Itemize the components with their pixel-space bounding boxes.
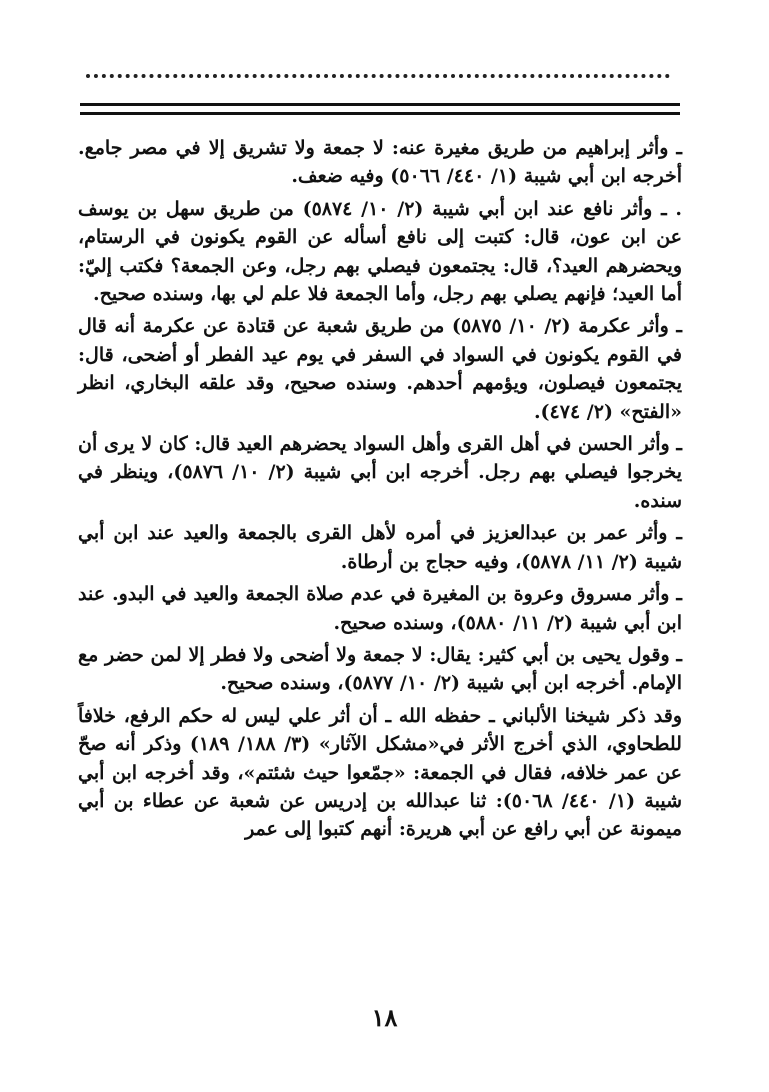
paragraph-athar-ibrahim: ـ وأثر إبراهيم من طريق مغيرة عنه: لا جمعة ولا تشريق إلا في مصر جامع. أخرجه ابن أبي شيبة (١/ ٤٤٠/ ٥٠٦٦) وفيه ضعف. (78, 137, 682, 188)
paragraph-athar-ikrimah: ـ وأثر عكرمة (٢/ ١٠/ ٥٨٧٥) من طريق شعبة عن قتادة عن عكرمة أنه قال في القوم يكونون في السواد في السفر في يوم عيد الفطر أو أضحى، قال: يجتمعون فيصلون، ويؤمهم أحدهم. وسنده صحيح، وقد علقه البخاري، انظر «الفتح» (٢/ ٤٧٤). (78, 315, 682, 423)
page-body-text (78, 134, 682, 844)
paragraph-athar-hasan: ـ وأثر الحسن في أهل القرى وأهل السواد يحضرهم العيد قال: كان لا يرى أن يخرجوا فيصلي بهم رجل. أخرجه ابن أبي شيبة (٢/ ١٠/ ٥٨٧٦)، وينظر في سنده. (78, 433, 682, 512)
header-rule-top (80, 103, 680, 106)
paragraph-qawl-yahya: ـ وقول يحيى بن أبي كثير: يقال: لا جمعة ولا أضحى ولا فطر إلا لمن حضر مع الإمام. أخرجه ابن أبي شيبة (٢/ ١٠/ ٥٨٧٧)، وسنده صحيح. (78, 643, 682, 695)
header-dotted-rule (86, 74, 670, 78)
paragraph-athar-masruq: ـ وأثر مسروق وعروة بن المغيرة في عدم صلاة الجمعة والعيد في البدو. عند ابن أبي شيبة (٢/ ١١/ ٥٨٨٠)، وسنده صحيح. (78, 583, 682, 634)
paragraph-athar-nafi: . ـ وأثر نافع عند ابن أبي شيبة (٢/ ١٠/ ٥٨٧٤) من طريق سهل بن يوسف عن ابن عون، قال: كتبت إلى نافع أسأله عن القوم يكونون في الرستام، ويحضرهم العيد؟، قال: يجتمعون فيصلي بهم رجل، وعن الجمعة؟ فكتب إليّ: أما العيد؛ فإنهم يصلي بهم رجل، وأما الجمعة فلا علم لي بها، وسنده صحيح. (78, 197, 683, 306)
header-rule-bottom (80, 112, 680, 115)
paragraph-albani-note: وقد ذكر شيخنا الألباني ـ حفظه الله ـ أن أثر علي ليس له حكم الرفع، خلافاً للطحاوي، الذي أخرج الأثر في«مشكل الآثار» (٣/ ١٨٨/ ١٨٩) وذكر أنه صحّ عن عمر خلافه، فقال في الجمعة: «جمّعوا حيث شئتم»، وقد أخرجه ابن أبي شيبة (١/ ٤٤٠/ ٥٠٦٨): ثنا عبدالله بن إدريس عن شعبة عن عطاء بن أبي ميمونة عن أبي رافع عن أبي هريرة: أنهم كتبوا إلى عمر (78, 704, 682, 841)
page-number: ١٨ (371, 1003, 398, 1032)
paragraph-athar-umar-abdulaziz: ـ وأثر عمر بن عبدالعزيز في أمره لأهل القرى بالجمعة والعيد عند ابن أبي شيبة (٢/ ١١/ ٥٨٧٨)، وفيه حجاج بن أرطاة. (78, 522, 682, 573)
